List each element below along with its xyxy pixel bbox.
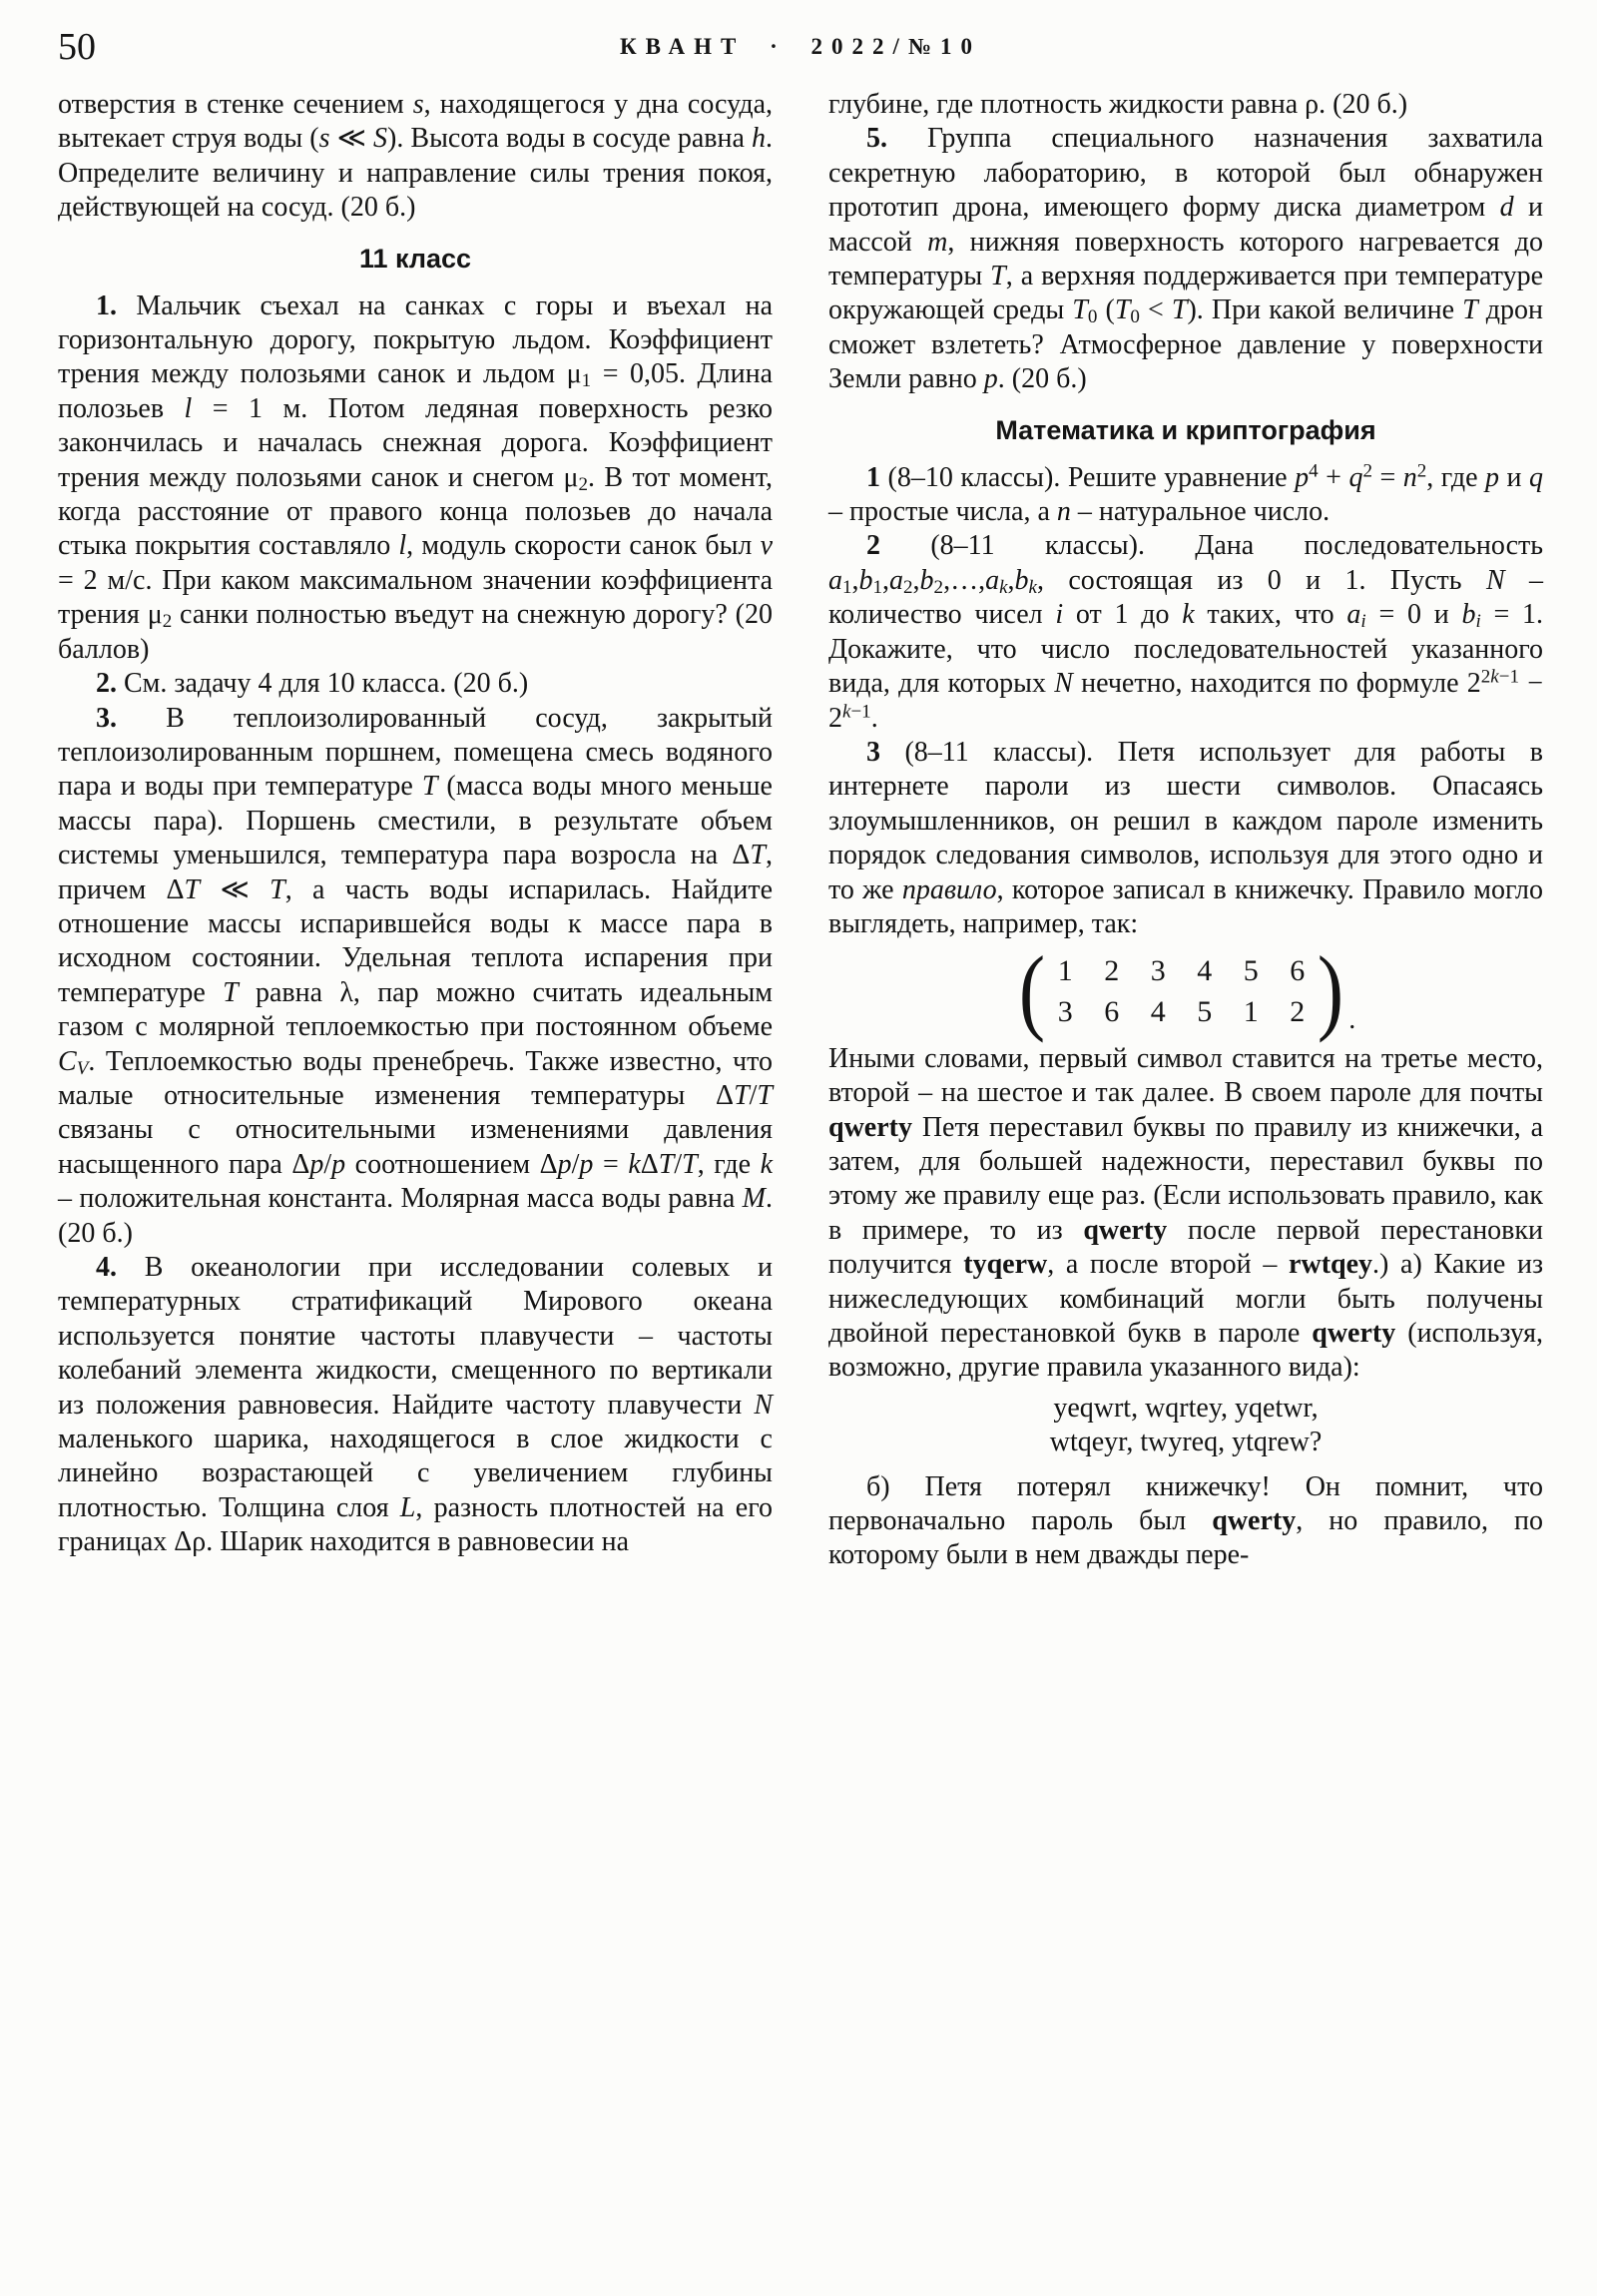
text-run: В океанологии при исследовании солевых и температурных стратификаций Мирового океана используется понятие частоты плавучести – частоты колебаний элемента жидкости, смещенного по вертикали из положения равновесия. Найдите частоту плавучести — [58, 1252, 773, 1421]
text-run: , а после второй – — [1047, 1249, 1290, 1281]
text-run: 2 — [903, 577, 913, 599]
text-run: = — [593, 1148, 629, 1180]
problem-math-3-part-b — [828, 1470, 1543, 1573]
text-run: , — [851, 564, 859, 596]
text-run: rwtqey — [1289, 1249, 1373, 1281]
text-run: l — [398, 530, 407, 562]
text-run: б) Петя потерял книжечку! Он помнит, что первоначально пароль был — [828, 1470, 1543, 1537]
text-run: −1 — [1498, 666, 1519, 688]
text-run: , состоящая из 0 и 1. Пусть — [1036, 564, 1486, 596]
text-run: маленького шарика, находящегося в слое жидкости с линейно возрастающей с увеличением глубины плотностью. Толщина слоя — [58, 1424, 773, 1523]
text-run: ≪ — [200, 873, 270, 905]
text-run: p — [331, 1148, 346, 1180]
section-heading-grade-11: 11 класс — [358, 243, 472, 274]
text-run: s — [412, 89, 424, 120]
two-column-layout — [58, 88, 1543, 1573]
text-run: 1. — [96, 289, 117, 321]
text-run: + — [1318, 461, 1349, 493]
text-run: 2 — [1416, 460, 1427, 482]
text-run: i — [1360, 611, 1366, 633]
text-run: n — [1402, 461, 1417, 493]
text-run: N — [1054, 668, 1073, 700]
text-run: Группа специального назначения захватила секретную лабораторию, в которой был обнаружен прототип дрона, имеющего форму диска диаметром — [828, 123, 1543, 224]
text-run: V — [76, 1057, 89, 1079]
text-run: s — [318, 123, 330, 155]
problem-11-1 — [58, 289, 773, 667]
text-run: 5. — [866, 123, 887, 155]
text-run: и массой — [828, 192, 1543, 258]
text-run: T — [1171, 294, 1188, 326]
text-run: от 1 до — [1063, 599, 1183, 631]
permutation-matrix — [828, 936, 1543, 1044]
password-combinations-line-2: wtqeyr, twyreq, ytqrew? — [1049, 1427, 1323, 1458]
text-run: Δ — [640, 1148, 659, 1180]
text-run: m — [927, 226, 948, 258]
text-run: p — [983, 363, 998, 395]
text-run: T — [184, 873, 201, 905]
text-run: . В тот момент, когда расстояние от правого конца полозьев до начала стыка покрытия составляло — [58, 461, 774, 562]
password-combinations — [828, 1392, 1543, 1460]
text-run: q — [1348, 461, 1363, 493]
text-run: 0 — [1087, 306, 1098, 328]
problem-11-2 — [58, 667, 773, 701]
problem-11-3 — [58, 702, 773, 1252]
text-run: , нижняя поверхность которого нагревается до температуры — [828, 226, 1543, 292]
text-run: i — [1475, 611, 1481, 633]
text-run: T — [223, 976, 239, 1008]
matrix-left-paren: ( — [1018, 936, 1045, 1044]
text-run: Мальчик съехал на санках с горы и въехал на горизонтальную дорогу, покрытую льдом. Коэффициент трения между полозьями санок и льдом μ — [58, 289, 773, 390]
text-run: нечетно, находится по формуле 2 — [1072, 668, 1481, 700]
text-run: равна λ, пар можно считать идеальным газом с молярной теплоемкостью при постоянном объеме — [58, 976, 773, 1043]
problem-11-4 — [58, 1251, 773, 1560]
text-run: 2 — [1362, 460, 1372, 482]
text-run: / — [571, 1148, 580, 1180]
text-run: T — [1462, 294, 1478, 326]
text-run: = 1 м. Потом ледяная поверхность резко закончилась и началась снежная дорога. Коэффициент трения между полозьями санок и снегом μ — [58, 392, 773, 493]
text-run: / — [749, 1079, 758, 1111]
text-run: ≪ — [329, 123, 373, 155]
matrix-period: . — [1348, 1003, 1356, 1035]
text-run: 4. — [96, 1252, 117, 1283]
text-run: (используя, возможно, другие правила указанного вида): — [828, 1317, 1544, 1384]
text-run: = 2 м/с. При каком максимальном значении коэффициента трения μ — [58, 564, 773, 631]
text-run: T — [1114, 294, 1131, 326]
problem-math-1 — [828, 461, 1543, 530]
right-column — [828, 88, 1543, 1573]
text-run: санки полностью въедут на снежную дорогу? (20 баллов) — [58, 599, 773, 665]
text-run: N — [1485, 564, 1505, 596]
problem-math-3-explanation — [828, 1042, 1543, 1386]
text-run: − 2 — [828, 668, 1543, 734]
text-run: ,…, — [943, 564, 986, 596]
text-run: 3. — [96, 702, 117, 734]
text-run: qwerty — [1083, 1214, 1168, 1246]
text-run: отверстия в стенке сечением — [58, 89, 413, 120]
text-run: 2 — [162, 611, 173, 633]
text-run: p — [579, 1148, 594, 1180]
text-run: (8–11 классы). Петя использует для работы в интернете пароли из шести символов. Опасаясь злоумышленников, он решил в каждом пароле изменить порядок следования символов, используя для этого одно и то же — [828, 736, 1543, 905]
text-run: a — [1346, 599, 1361, 631]
text-run: – количество чисел — [828, 564, 1544, 631]
text-run: – положительная константа. Молярная масса воды равна — [58, 1183, 743, 1215]
text-run: , находящегося у дна сосуда, вытекает струя воды ( — [58, 89, 773, 155]
text-run: , где — [697, 1148, 761, 1180]
text-run: qwerty — [1212, 1505, 1297, 1537]
text-run: qwerty — [828, 1111, 912, 1143]
text-run: a — [828, 564, 842, 596]
text-run: S — [373, 123, 387, 155]
text-run: qwerty — [1312, 1317, 1396, 1349]
text-run: 1 — [842, 577, 852, 599]
text-run: .) а) Какие из нижеследующих комбинаций могли быть получены двойной перестановкой букв в пароле — [828, 1249, 1544, 1349]
text-run: 2. — [96, 668, 117, 700]
text-run: В теплоизолированный сосуд, закрытый теплоизолированным поршнем, помещена смесь водяного пара и воды при температуре — [58, 702, 773, 803]
text-run: = 1. Докажите, что число последовательностей указанного вида, для которых — [828, 599, 1543, 700]
left-column — [58, 88, 773, 1573]
problem-11-4-continuation — [828, 88, 1543, 122]
text-run: k — [842, 700, 851, 722]
text-run: (масса воды много меньше массы пара). Поршень сместили, в результате объем системы уменьшился, температура пара возросла на Δ — [58, 771, 773, 871]
text-run: таких, что — [1194, 599, 1347, 631]
text-run: h — [752, 123, 766, 155]
text-run: T — [757, 1079, 773, 1111]
text-run: n — [1056, 496, 1071, 528]
text-run: 2 — [578, 473, 588, 495]
text-run: k — [760, 1148, 774, 1180]
text-run: b — [858, 564, 873, 596]
journal-name: КВАНТ — [619, 34, 746, 59]
text-run: , а часть воды испарилась. Найдите отношение массы испарившейся воды к массе пара в исходном состоянии. Удельная теплота испарения при температуре — [58, 873, 773, 1008]
issue-number: 2022/№10 — [810, 34, 982, 59]
text-run: T — [1072, 294, 1088, 326]
text-run: M — [742, 1183, 766, 1215]
text-run: k — [628, 1148, 641, 1180]
text-run: T — [658, 1148, 675, 1180]
text-run: p — [1485, 461, 1500, 493]
text-run: L — [399, 1491, 416, 1523]
text-run: d — [1499, 192, 1514, 224]
text-run: 3 — [866, 736, 880, 768]
text-run: Иными словами, первый символ ставится на третье место, второй – на шестое и так далее. В своем пароле для почты — [828, 1042, 1543, 1109]
page-header — [58, 24, 1543, 76]
text-run: дрон сможет взлететь? Атмосферное давление у поверхности Земли равно — [828, 294, 1544, 395]
text-run: b — [1014, 564, 1029, 596]
matrix-right-paren: ) — [1318, 936, 1344, 1044]
text-run: l — [184, 392, 193, 424]
text-run: T — [990, 261, 1006, 292]
text-run: . Определите величину и направление силы трения покоя, действующей на сосуд. (20 б.) — [58, 123, 773, 224]
text-run: (8–11 классы). Дана последовательность — [880, 530, 1543, 562]
text-run: , а верхняя поддерживается при температуре окружающей среды — [828, 261, 1544, 326]
text-run: b — [919, 564, 934, 596]
text-run: / — [323, 1148, 332, 1180]
text-run: 1 — [581, 370, 592, 392]
matrix-rows — [1048, 950, 1316, 1032]
matrix-row-top: 1 2 3 4 5 6 — [1057, 953, 1306, 987]
text-run: i — [1055, 599, 1064, 631]
text-run: / — [674, 1148, 683, 1180]
paragraph-problem-continuation — [58, 88, 773, 226]
text-run: Петя переставил буквы по правилу из книжечки, а затем, для большей надежности, переставил буквы по этому же правилу еще раз. (Если использовать правило, как в примере, то из — [828, 1111, 1543, 1246]
text-run: . — [870, 702, 878, 734]
text-run: , — [882, 564, 890, 596]
text-run: , — [912, 564, 920, 596]
text-run: . (20 б.) — [997, 363, 1087, 395]
text-run: ( — [1097, 294, 1115, 326]
text-run: T — [269, 873, 285, 905]
text-run: , но правило, по которому были в нем дважды пере- — [828, 1505, 1544, 1571]
problem-math-3 — [828, 736, 1543, 941]
text-run: соотношением Δ — [345, 1148, 558, 1180]
text-run: связаны с относительными изменениями давления насыщенного пара Δ — [58, 1114, 773, 1180]
text-run: p — [1295, 461, 1310, 493]
text-run: p — [557, 1148, 572, 1180]
text-run: и — [1499, 461, 1530, 493]
text-run: k — [1182, 599, 1195, 631]
page-number: 50 — [58, 26, 96, 68]
text-run: T — [682, 1148, 698, 1180]
text-run: ). При какой величине — [1187, 294, 1463, 326]
text-run: . (20 б.) — [58, 1183, 773, 1249]
text-run: правило — [901, 873, 997, 905]
text-run: 2 — [1480, 666, 1491, 688]
problem-11-5 — [828, 122, 1543, 396]
text-run: C — [58, 1045, 77, 1077]
text-run: См. задачу 4 для 10 класса. (20 б.) — [117, 668, 529, 700]
text-run: 2 — [933, 577, 944, 599]
text-run: после первой перестановки получится — [828, 1214, 1543, 1281]
text-run: a — [889, 564, 904, 596]
text-run: – простые числа, а — [828, 496, 1057, 528]
text-run: T — [734, 1079, 750, 1111]
text-run: – натуральное число. — [1070, 496, 1331, 528]
text-run: q — [1529, 461, 1544, 493]
problem-math-2 — [828, 529, 1543, 735]
text-run: a — [985, 564, 1000, 596]
text-run: −1 — [850, 700, 871, 722]
text-run: 1 — [872, 577, 883, 599]
text-run: = 0,05. Длина полозьев — [58, 358, 774, 424]
text-run: , причем Δ — [58, 840, 773, 905]
password-combinations-line-1: yeqwrt, wqrtey, yqetwr, — [1053, 1392, 1319, 1424]
text-run: , — [1007, 564, 1015, 596]
text-run: k — [1490, 666, 1499, 688]
text-run: , где — [1426, 461, 1486, 493]
text-run: p — [309, 1148, 324, 1180]
text-run: глубине, где плотность жидкости равна ρ. (20 б.) — [828, 89, 1408, 120]
text-run: k — [999, 577, 1008, 599]
text-run: = — [1371, 461, 1403, 493]
text-run: T — [750, 840, 766, 871]
text-run: , разность плотностей на его границах Δρ. Шарик находится в равновесии на — [58, 1491, 773, 1558]
text-run: 1 — [866, 461, 880, 493]
text-run: 2 — [866, 530, 880, 562]
matrix-row-bottom: 3 6 4 5 1 2 — [1057, 994, 1306, 1028]
text-run: k — [1028, 577, 1037, 599]
text-run: , модуль скорости санок был — [406, 530, 761, 562]
text-run: N — [754, 1389, 773, 1421]
text-run: , которое записал в книжечку. Правило могло выглядеть, например, так: — [828, 873, 1543, 939]
text-run: < — [1139, 294, 1172, 326]
header-separator: · — [770, 34, 787, 59]
text-run: . Теплоемкостью воды пренебречь. Также известно, что малые относительные изменения температуры Δ — [58, 1045, 773, 1111]
text-run: v — [760, 530, 773, 562]
text-run: T — [421, 771, 438, 803]
text-run: 4 — [1309, 460, 1319, 482]
text-run: (8–10 классы). Решите уравнение — [880, 461, 1296, 493]
text-run: = 0 и — [1365, 599, 1462, 631]
text-run: tyqerw — [963, 1249, 1048, 1281]
running-title — [58, 34, 1543, 60]
text-run: 0 — [1130, 306, 1140, 328]
text-run: ). Высота воды в сосуде равна — [387, 123, 752, 155]
section-heading-math-crypto: Математика и криптография — [995, 414, 1376, 445]
text-run: b — [1461, 599, 1476, 631]
